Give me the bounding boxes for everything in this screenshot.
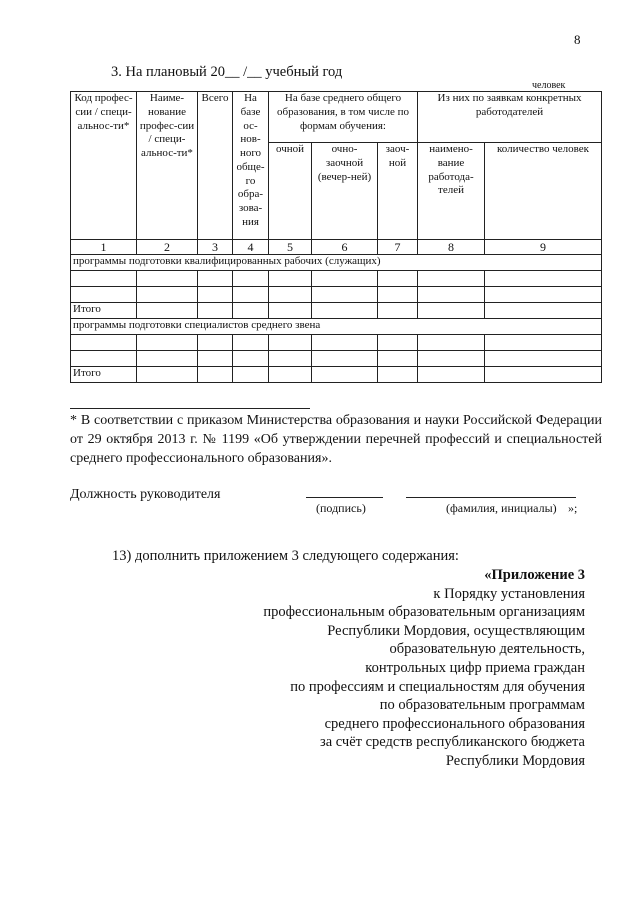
section-heading: 3. На плановый 20__ /__ учебный год	[111, 64, 343, 80]
table-row	[71, 287, 602, 303]
table-row	[71, 335, 602, 351]
column-number: 3	[198, 240, 233, 255]
appendix-line: профессиональным образовательным организациям	[263, 604, 585, 621]
name-line	[406, 497, 576, 498]
header-code: Код профес-сии / специ-альнос-ти*	[71, 92, 137, 240]
appendix-line: Республики Мордовия, осуществляющим	[327, 622, 585, 639]
header-part-time: очно-заочной (вечер-ней)	[312, 143, 378, 240]
footnote-divider	[70, 408, 310, 409]
appendix-heading-block	[165, 566, 585, 771]
header-employer-name: наимено-вание работода-телей	[418, 143, 485, 240]
header-employers-group: Из них по заявкам конкретных работодателей	[418, 92, 602, 143]
column-number: 5	[269, 240, 312, 255]
header-full-time: очной	[269, 143, 312, 240]
footnote: * В соответствии с приказом Министерства образования и науки Российской Федерации от 29 октября 2013 г. № 1199 «Об утверждении перечней профессий и специальностей среднего профессионального образования».	[70, 413, 602, 466]
table-row	[71, 351, 602, 367]
appendix-line: за счёт средств республиканского бюджета	[319, 734, 585, 751]
header-correspondence: заоч-ной	[378, 143, 418, 240]
column-number: 9	[485, 240, 602, 255]
header-employer-count: количество человек	[485, 143, 602, 240]
appendix-line: к Порядку установления	[433, 585, 585, 602]
signature-caption: (подпись)	[316, 501, 366, 515]
appendix-line: контрольных цифр приема граждан	[365, 659, 585, 676]
appendix-line: по профессиям и специальностям для обучения	[290, 678, 585, 695]
section-title-skilled-workers: программы подготовки квалифицированных рабочих (служащих)	[71, 255, 602, 271]
total-label: Итого	[71, 303, 137, 319]
appendix-line: по образовательным программам	[379, 697, 585, 714]
amendment-text: 13) дополнить приложением 3 следующего содержания:	[112, 548, 459, 564]
unit-note: человек	[532, 80, 566, 91]
column-number: 8	[418, 240, 485, 255]
column-number: 2	[137, 240, 198, 255]
column-number: 4	[233, 240, 269, 255]
position-label: Должность руководителя	[70, 487, 221, 502]
section-title-mid-level-specialists: программы подготовки специалистов среднего звена	[71, 319, 602, 335]
header-basic-education: На базе ос-нов-ного обще-го обра-зова-ния	[233, 92, 269, 240]
appendix-line: Республики Мордовия	[445, 752, 585, 769]
total-label: Итого	[71, 367, 137, 383]
appendix-line: среднего профессионального образования	[324, 715, 585, 732]
header-total: Всего	[198, 92, 233, 240]
table-row	[71, 271, 602, 287]
header-secondary-group: На базе среднего общего образования, в том числе по формам обучения:	[269, 92, 418, 143]
closing-quote: »;	[568, 501, 578, 515]
column-number: 6	[312, 240, 378, 255]
admission-plan-table	[70, 91, 602, 383]
appendix-line: образовательную деятельность,	[389, 641, 585, 658]
column-number: 1	[71, 240, 137, 255]
page-number: 8	[574, 32, 581, 47]
appendix-title: «Приложение 3	[484, 567, 585, 583]
name-caption: (фамилия, инициалы)	[446, 501, 557, 515]
column-number: 7	[378, 240, 418, 255]
signature-line	[306, 497, 383, 498]
header-name: Наиме-нование профес-сии / специ-альнос-ти*	[137, 92, 198, 240]
